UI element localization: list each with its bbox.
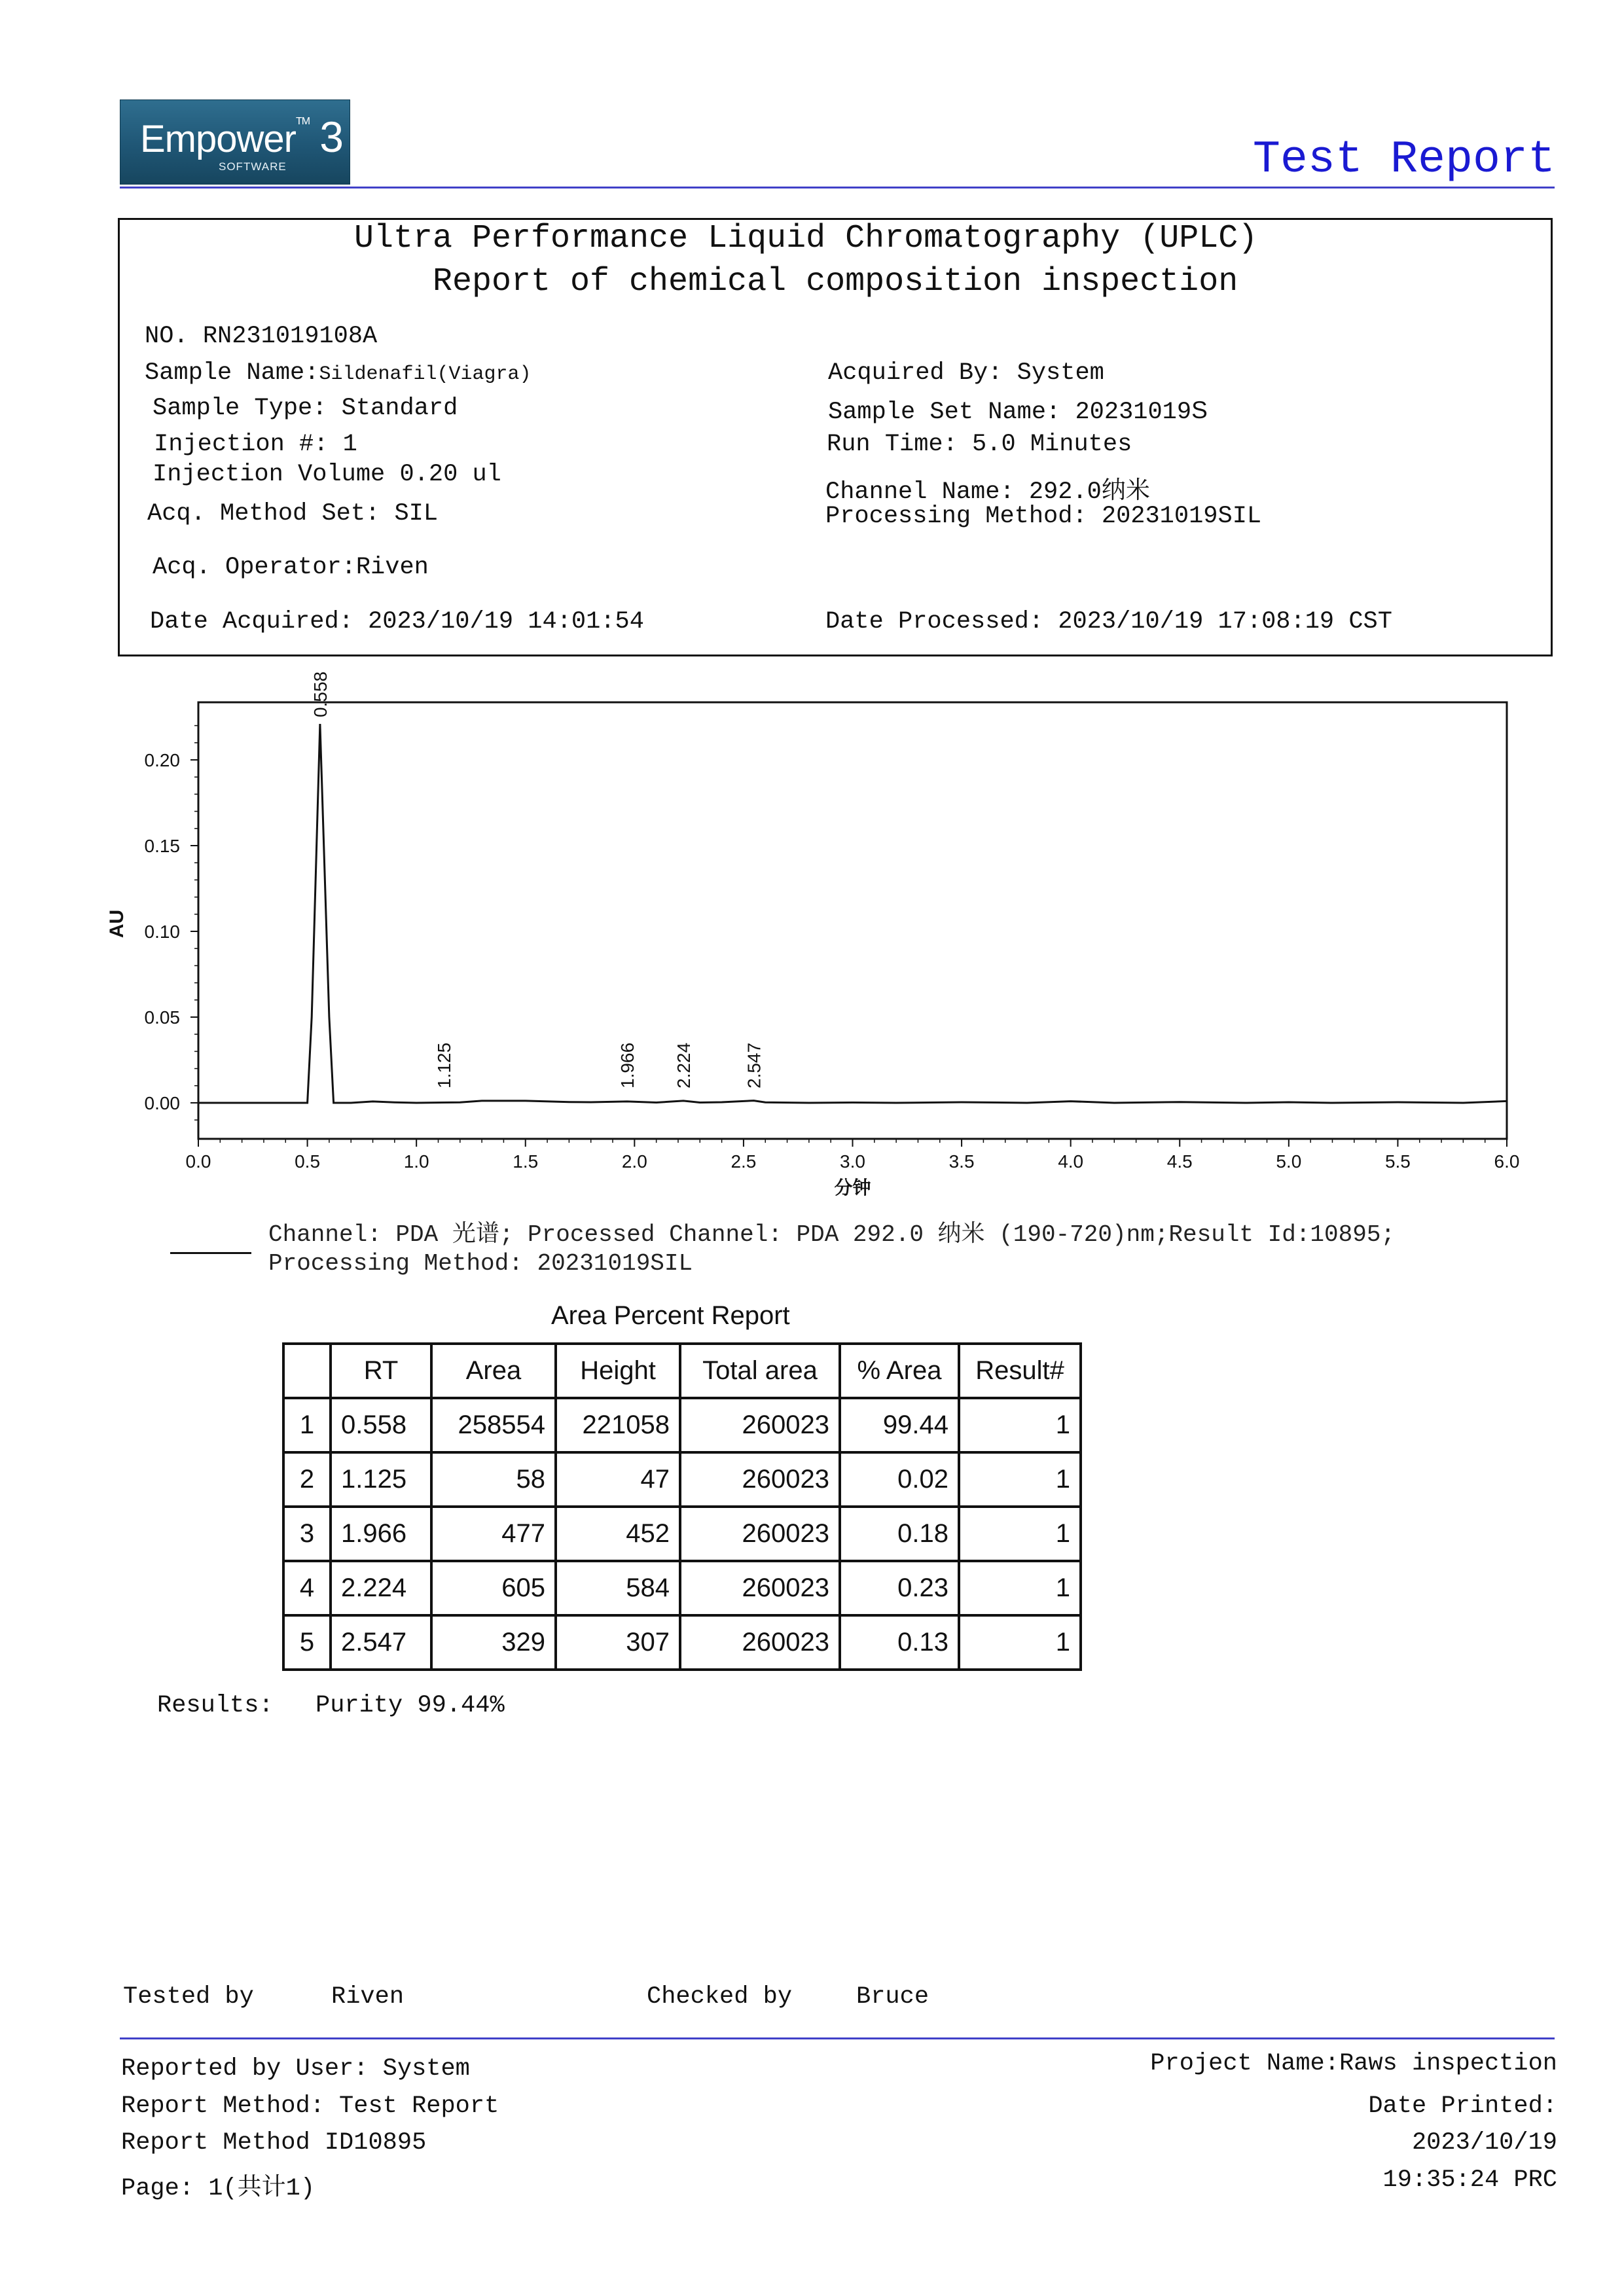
sample-set-name: Sample Set Name: 20231019S xyxy=(828,397,1208,426)
sample-type: Sample Type: Standard xyxy=(153,395,458,422)
table-header-row xyxy=(283,1344,1081,1398)
y-tick-label: 0.10 xyxy=(144,922,180,942)
reported-by: Reported by User: System xyxy=(121,2055,470,2083)
x-tick-label: 3.0 xyxy=(840,1151,865,1172)
date-printed-date: 2023/10/19 xyxy=(1411,2129,1557,2157)
peak-label: 1.966 xyxy=(617,1042,638,1088)
y-tick-label: 0.00 xyxy=(144,1093,180,1113)
peak-label: 1.125 xyxy=(433,1042,454,1088)
x-tick-label: 6.0 xyxy=(1494,1151,1520,1172)
logo-wordmark: Empower™ 3 xyxy=(140,113,343,161)
table-title: Area Percent Report xyxy=(551,1301,790,1330)
acq-method-set: Acq. Method Set: SIL xyxy=(147,500,439,528)
peak-label: 2.547 xyxy=(744,1042,765,1088)
col-header-percent-area: % Area xyxy=(840,1344,959,1398)
sample-name-value: Sildenafil(Viagra) xyxy=(319,363,532,386)
date-acquired: Date Acquired: 2023/10/19 14:01:54 xyxy=(150,608,644,636)
legend-line-swatch xyxy=(170,1252,251,1254)
plot-frame xyxy=(198,702,1507,1139)
peak-label: 0.558 xyxy=(310,671,331,717)
report-number: NO. RN231019108A xyxy=(145,323,378,350)
acq-operator: Acq. Operator:Riven xyxy=(153,554,429,581)
table-row: 5 2.547 329 307 260023 0.13 1 xyxy=(283,1615,1081,1670)
injection-number: Injection #: 1 xyxy=(154,431,357,458)
tested-by-label: Tested by xyxy=(123,1983,254,2011)
col-header-rt: RT xyxy=(331,1344,431,1398)
y-tick-label: 0.15 xyxy=(144,836,180,856)
footer-divider xyxy=(120,2037,1555,2039)
checked-by-value: Bruce xyxy=(856,1983,929,2011)
report-method-id: Report Method ID10895 xyxy=(121,2129,427,2157)
chromatogram-trace xyxy=(198,724,1507,1103)
y-axis-label: AU xyxy=(106,909,128,939)
col-header-total-area: Total area xyxy=(680,1344,840,1398)
table-row: 1 0.558 258554 221058 260023 99.44 1 xyxy=(283,1398,1081,1452)
injection-volume: Injection Volume 0.20 ul xyxy=(153,461,501,488)
x-tick-label: 1.0 xyxy=(403,1151,429,1172)
report-title: Test Report xyxy=(1252,134,1555,186)
checked-by-label: Checked by xyxy=(647,1983,793,2011)
x-tick-label: 0.0 xyxy=(185,1151,211,1172)
page-number: Page: 1(共计1) xyxy=(121,2175,316,2202)
col-header-index xyxy=(283,1344,331,1398)
sample-name-label: Sample Name: xyxy=(145,359,319,387)
date-printed-label: Date Printed: xyxy=(1368,2092,1557,2120)
acquired-by: Acquired By: System xyxy=(828,359,1104,387)
channel-name: Channel Name: 292.0纳米 xyxy=(825,478,1150,506)
x-tick-label: 2.5 xyxy=(731,1151,757,1172)
legend-text-line2: Processing Method: 20231019SIL xyxy=(268,1250,693,1277)
report-method: Report Method: Test Report xyxy=(121,2092,499,2120)
x-tick-label: 5.5 xyxy=(1384,1151,1411,1172)
results-label: Results: xyxy=(157,1692,274,1719)
x-tick-label: 1.5 xyxy=(513,1151,539,1172)
x-tick-label: 5.0 xyxy=(1276,1151,1302,1172)
logo-subtitle: SOFTWARE xyxy=(219,160,287,173)
x-tick-label: 2.0 xyxy=(621,1151,647,1172)
x-tick-label: 3.5 xyxy=(948,1151,975,1172)
report-heading-line2: Report of chemical composition inspection xyxy=(433,263,1238,300)
run-time: Run Time: 5.0 Minutes xyxy=(827,431,1132,458)
legend-text-line1: Channel: PDA 光谱; Processed Channel: PDA 292.0 纳米 (190-720)nm;Result Id:10895; xyxy=(268,1221,1396,1248)
table-row: 3 1.966 477 452 260023 0.18 1 xyxy=(283,1507,1081,1561)
y-tick-label: 0.20 xyxy=(144,750,180,770)
results-value: Purity 99.44% xyxy=(316,1692,505,1719)
report-heading-line1: Ultra Performance Liquid Chromatography (UPLC) xyxy=(354,220,1258,257)
date-processed: Date Processed: 2023/10/19 17:08:19 CST xyxy=(825,608,1392,636)
table-row: 2 1.125 58 47 260023 0.02 1 xyxy=(283,1452,1081,1507)
col-header-height: Height xyxy=(556,1344,680,1398)
project-name: Project Name:Raws inspection xyxy=(1150,2050,1557,2077)
col-header-result: Result# xyxy=(959,1344,1081,1398)
x-tick-label: 4.0 xyxy=(1058,1151,1084,1172)
x-tick-label: 0.5 xyxy=(295,1151,321,1172)
x-tick-label: 4.5 xyxy=(1166,1151,1193,1172)
x-axis-label: 分钟 xyxy=(834,1177,871,1198)
peak-label: 2.224 xyxy=(673,1042,694,1088)
col-header-area: Area xyxy=(431,1344,556,1398)
tested-by-value: Riven xyxy=(331,1983,405,2011)
table-row: 4 2.224 605 584 260023 0.23 1 xyxy=(283,1561,1081,1615)
area-percent-table xyxy=(282,1342,1082,1671)
date-printed-time: 19:35:24 PRC xyxy=(1382,2166,1557,2194)
y-tick-label: 0.05 xyxy=(144,1007,180,1028)
processing-method: Processing Method: 20231019SIL xyxy=(825,503,1262,530)
